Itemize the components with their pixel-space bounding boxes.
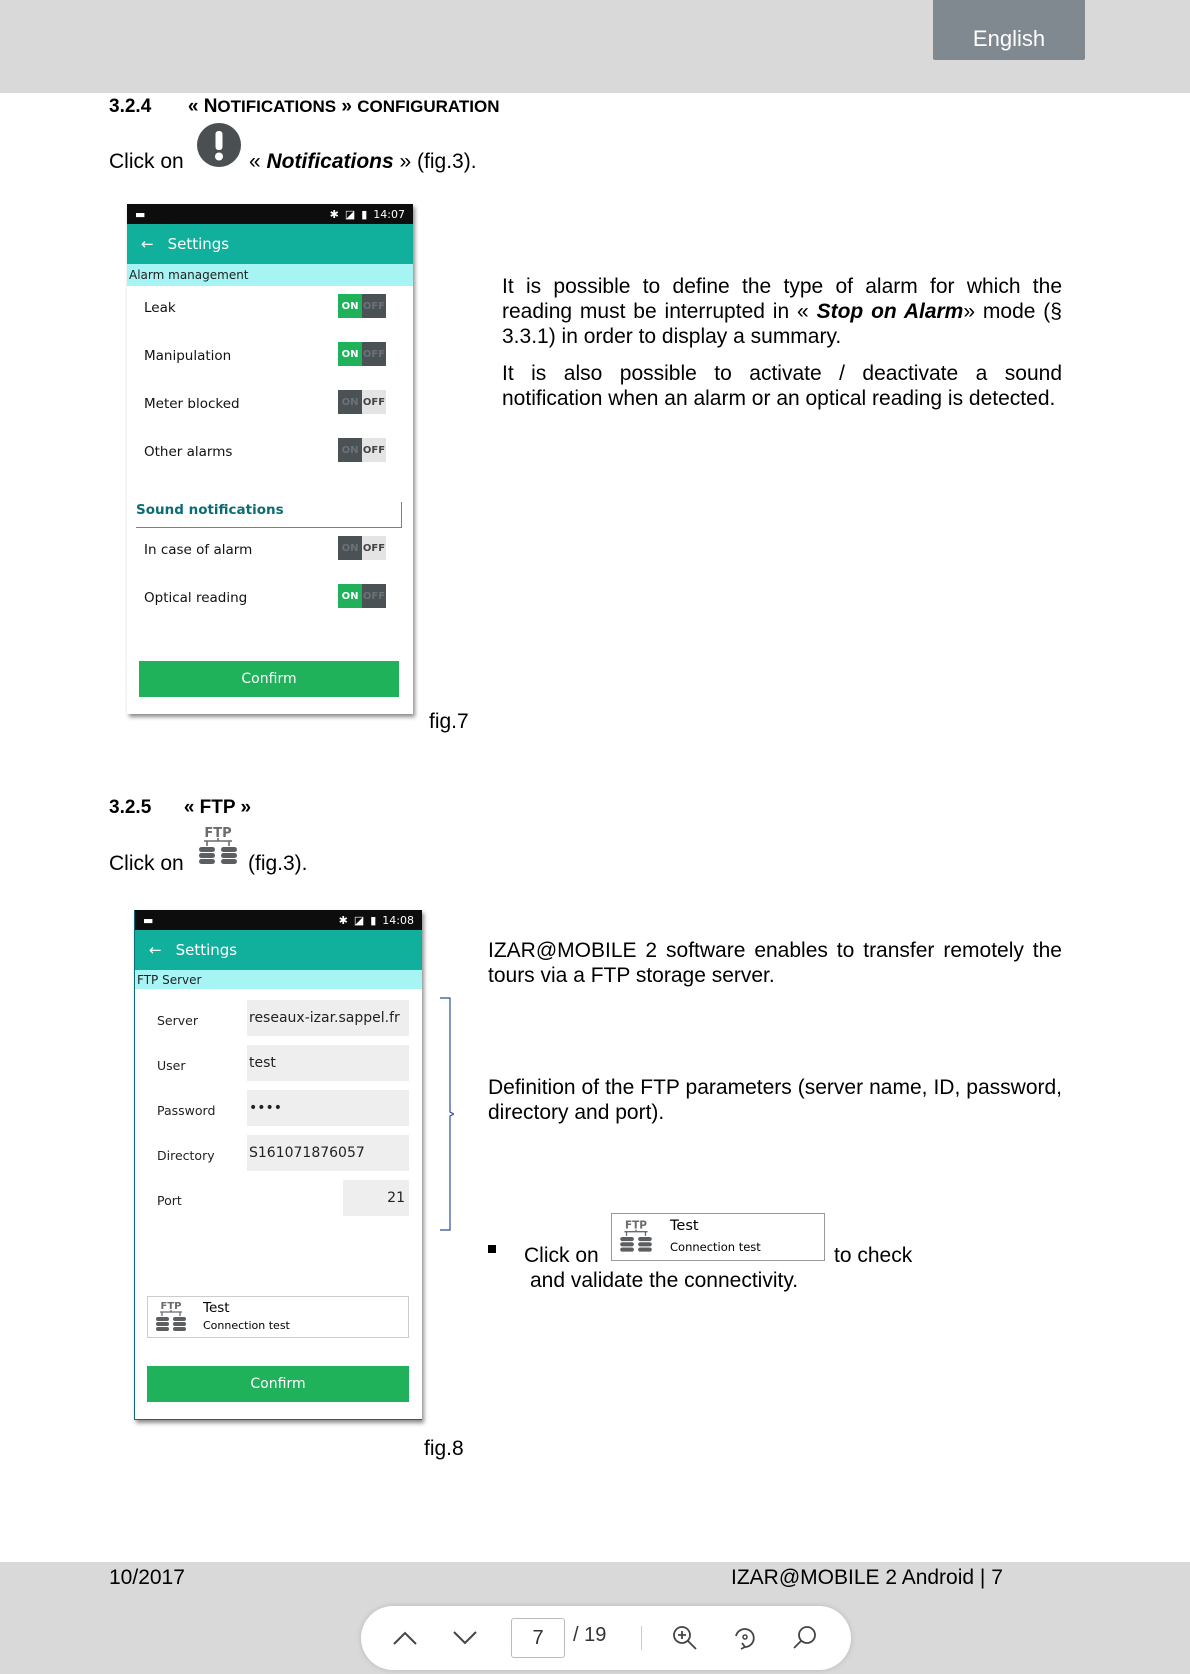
ftp-icon — [152, 1299, 190, 1337]
connection-test-inline — [611, 1213, 825, 1261]
svg-text:FTP: FTP — [160, 1301, 182, 1312]
password-label: Password — [157, 1103, 216, 1118]
password-input[interactable]: •••• — [247, 1090, 409, 1126]
page-total: / 19 — [573, 1624, 607, 1646]
footer-product: IZAR@MOBILE 2 Android | 7 — [731, 1566, 1003, 1589]
bullet-click-on: Click on — [524, 1244, 599, 1267]
back-arrow-icon[interactable]: ← — [141, 235, 154, 253]
language-tab[interactable]: English — [933, 0, 1085, 60]
figure-caption-7: fig.7 — [429, 710, 469, 733]
app-bar-title: Settings — [175, 941, 238, 959]
ftp-server-section: FTP Server — [135, 970, 422, 989]
other-alarms-toggle[interactable]: ON OFF — [338, 438, 386, 462]
confirm-button[interactable]: Confirm — [139, 661, 399, 697]
rotate-button[interactable] — [727, 1620, 763, 1656]
footer-date: 10/2017 — [109, 1566, 185, 1589]
notifications-description-1: It is possible to define the type of alarm for which the reading must be interrupted in « Stop on Alarm» mode (§ 3.3.1) in order to display a summary. — [502, 275, 1062, 348]
user-label: User — [157, 1058, 186, 1073]
bullet-to-check: to check — [834, 1244, 913, 1267]
server-label: Server — [157, 1013, 198, 1028]
test-subtitle: Connection test — [670, 1240, 761, 1254]
battery-icon: ▮ — [370, 913, 377, 927]
svg-text:FTP: FTP — [204, 826, 232, 841]
battery-icon: ▮ — [361, 207, 368, 221]
rotate-icon — [731, 1624, 759, 1652]
notifications-icon — [196, 122, 242, 168]
figure-caption-8: fig.8 — [424, 1437, 464, 1460]
connection-test-item[interactable] — [147, 1296, 409, 1338]
manipulation-toggle[interactable]: ON OFF — [338, 342, 386, 366]
test-subtitle: Connection test — [203, 1319, 290, 1332]
app-bar — [135, 930, 422, 970]
section-heading-3-2-5: 3.2.5 « FTP » — [109, 797, 252, 818]
meter-blocked-toggle[interactable]: ON OFF — [338, 390, 386, 414]
leak-toggle[interactable]: ON OFF — [338, 294, 386, 318]
section-number: 3.2.4 — [109, 96, 152, 117]
zoom-in-button[interactable] — [667, 1620, 703, 1656]
server-input[interactable]: reseaux-izar.sappel.fr — [247, 1000, 409, 1036]
back-arrow-icon[interactable]: ← — [149, 941, 162, 959]
app-bar — [127, 224, 413, 264]
screenshot-icon: ▬ — [143, 913, 154, 927]
ftp-ref-text: (fig.3). — [248, 852, 308, 875]
confirm-button[interactable]: Confirm — [147, 1366, 409, 1402]
port-input[interactable]: 21 — [343, 1180, 409, 1216]
next-page-button[interactable] — [447, 1620, 483, 1656]
previous-page-button[interactable] — [387, 1620, 423, 1656]
test-title: Test — [670, 1218, 699, 1234]
page-number-input[interactable]: 7 — [511, 1618, 565, 1658]
ftp-icon — [616, 1218, 656, 1258]
status-time: 14:07 — [373, 207, 405, 221]
signal-icon: ◪ — [353, 913, 365, 927]
search-button[interactable] — [787, 1620, 823, 1656]
optical-reading-toggle[interactable]: ON OFF — [338, 584, 386, 608]
notifications-label: « Notifications » (fig.3). — [249, 150, 477, 173]
notifications-description-2: It is also possible to activate / deactivate a sound notification when an alarm or an optical reading is detected. — [502, 362, 1062, 410]
toolbar-divider — [641, 1626, 642, 1650]
status-bar — [127, 204, 413, 224]
chevron-down-icon — [452, 1630, 478, 1646]
ftp-click-on-text: Click on — [109, 852, 184, 875]
directory-label: Directory — [157, 1148, 215, 1163]
sound-notifications-section: Sound notifications — [136, 502, 402, 528]
chevron-up-icon — [392, 1630, 418, 1646]
ftp-icon — [194, 824, 242, 872]
svg-text:FTP: FTP — [624, 1219, 648, 1232]
bullet-marker — [488, 1245, 496, 1253]
ftp-description-1: IZAR@MOBILE 2 software enables to transfer remotely the tours via a FTP storage server. — [488, 939, 1062, 987]
viewer-toolbar — [361, 1606, 851, 1670]
search-icon — [791, 1624, 819, 1652]
section-heading-3-2-4: 3.2.4 « NOTIFICATIONS » CONFIGURATION — [109, 96, 500, 117]
directory-input[interactable]: S161071876057 — [247, 1135, 409, 1171]
screenshot-icon: ▬ — [135, 207, 146, 221]
port-label: Port — [157, 1193, 182, 1208]
ftp-description-2: Definition of the FTP parameters (server name, ID, password, directory and port). — [488, 1076, 1062, 1124]
bluetooth-icon: ✱ — [329, 207, 339, 221]
fields-bracket — [438, 996, 454, 1232]
zoom-in-icon — [671, 1624, 699, 1652]
click-on-text: Click on — [109, 150, 184, 173]
alarm-sound-toggle[interactable]: ON OFF — [338, 536, 386, 560]
test-title: Test — [203, 1300, 230, 1316]
bluetooth-icon: ✱ — [338, 913, 348, 927]
status-time: 14:08 — [382, 913, 414, 927]
app-bar-title: Settings — [167, 235, 230, 253]
user-input[interactable]: test — [247, 1045, 409, 1081]
ftp-settings-screenshot — [134, 910, 422, 1420]
notifications-screenshot: ▬ ✱ ◪ ▮ 14:07 ← Settings Alarm management Leak ON OFF Manipulation ON OFF Meter blocked ON OFF Other alarms ON OFF Sound notifications In case of alarm ON OFF Optical reading ON OFF Confirm — [127, 204, 413, 714]
signal-icon: ◪ — [344, 207, 356, 221]
alarm-management-section: Alarm management — [127, 264, 413, 286]
status-bar — [135, 910, 422, 930]
bullet-validate: and validate the connectivity. — [530, 1269, 799, 1292]
